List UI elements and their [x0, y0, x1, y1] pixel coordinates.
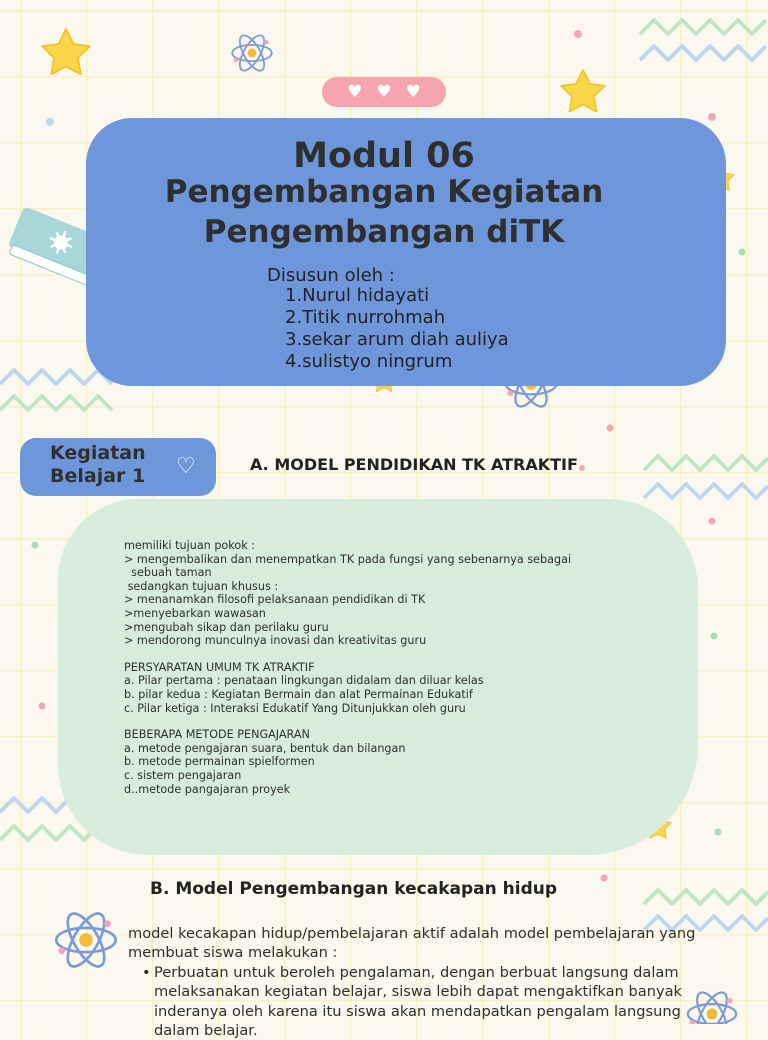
- module-subtitle-line1: Pengembangan Kegiatan: [164, 174, 604, 210]
- module-subtitle-line2: Pengembangan diTK: [203, 214, 565, 250]
- hearts-pill: ♥♥♥: [322, 77, 446, 107]
- atom-icon: [232, 32, 272, 74]
- text-line: sebuah taman: [124, 566, 212, 580]
- zigzag-decoration: [0, 370, 112, 410]
- text-line: c. sistem pengajaran: [124, 768, 242, 782]
- star-icon: [561, 70, 605, 112]
- bullet-icon: •: [142, 963, 151, 981]
- module-title: Modul 06: [293, 136, 475, 176]
- section-b-body: [128, 924, 708, 1040]
- text-line: > mengembalikan dan menempatkan TK pada fungsi yang sebenarnya sebagai: [124, 552, 572, 566]
- text-line: >menyebarkan wawasan: [124, 606, 266, 620]
- text-line: >mengubah sikap dan perilaku guru: [124, 620, 329, 634]
- text-line: c. Pilar ketiga : Interaksi Edukatif Yang Ditunjukkan oleh guru: [124, 701, 466, 715]
- zigzag-decoration: [644, 456, 768, 498]
- text-line: > mendorong munculnya inovasi dan kreativitas guru: [124, 634, 427, 648]
- text-line: > menanamkan filosofi pelaksanaan pendidikan di TK: [124, 593, 426, 607]
- list-item: [142, 963, 708, 1040]
- section-a-heading: A. MODEL PENDIDIKAN TK ATRAKTIF: [250, 455, 578, 474]
- author-item: 4.sulistyo ningrum: [285, 351, 453, 372]
- text-line: d..metode pangajaran proyek: [124, 782, 291, 796]
- section-badge: [20, 438, 216, 496]
- section-b-intro: model kecakapan hidup/pembelajaran aktif adalah model pembelajaran yang membuat siswa melakukan :: [128, 925, 696, 962]
- atom-icon: [56, 908, 115, 972]
- text-line: b. pilar kedua : Kegiatan Bermain dan alat Permainan Edukatif: [124, 687, 473, 701]
- star-icon: [42, 29, 90, 74]
- author-item: 2.Titik nurrohmah: [285, 307, 446, 328]
- text-line: sedangkan tujuan khusus :: [124, 579, 279, 593]
- author-list: [285, 285, 509, 373]
- author-item: 3.sekar arum diah auliya: [285, 329, 509, 350]
- section-b-heading: B. Model Pengembangan kecakapan hidup: [150, 879, 558, 899]
- requirements-title: PERSYARATAN UMUM TK ATRAKTIF: [124, 660, 315, 674]
- text-line: memiliki tujuan pokok :: [124, 539, 255, 552]
- heart-icon: ♡: [176, 454, 196, 479]
- badge-line2: Belajar 1: [50, 465, 146, 487]
- section-a-content: [124, 539, 644, 796]
- author-label: Disusun oleh :: [267, 265, 395, 286]
- list-item-text: Perbuatan untuk beroleh pengalaman, dengan berbuat langsung dalam melaksanakan kegiatan belajar, siswa lebih dapat mengaktifkan banyak inderanya oleh karena itu siswa akan mendapatkan pengalam langsung dalam belajar.: [154, 963, 682, 1040]
- badge-line1: Kegiatan: [50, 442, 146, 464]
- text-line: b. metode permainan spielformen: [124, 755, 315, 769]
- text-line: a. Pilar pertama : penataan lingkungan didalam dan diluar kelas: [124, 674, 484, 688]
- author-item: 1.Nurul hidayati: [285, 285, 430, 306]
- zigzag-decoration: [640, 20, 766, 60]
- methods-title: BEBERAPA METODE PENGAJARAN: [124, 728, 310, 742]
- text-line: a. metode pengajaran suara, bentuk dan bilangan: [124, 741, 406, 755]
